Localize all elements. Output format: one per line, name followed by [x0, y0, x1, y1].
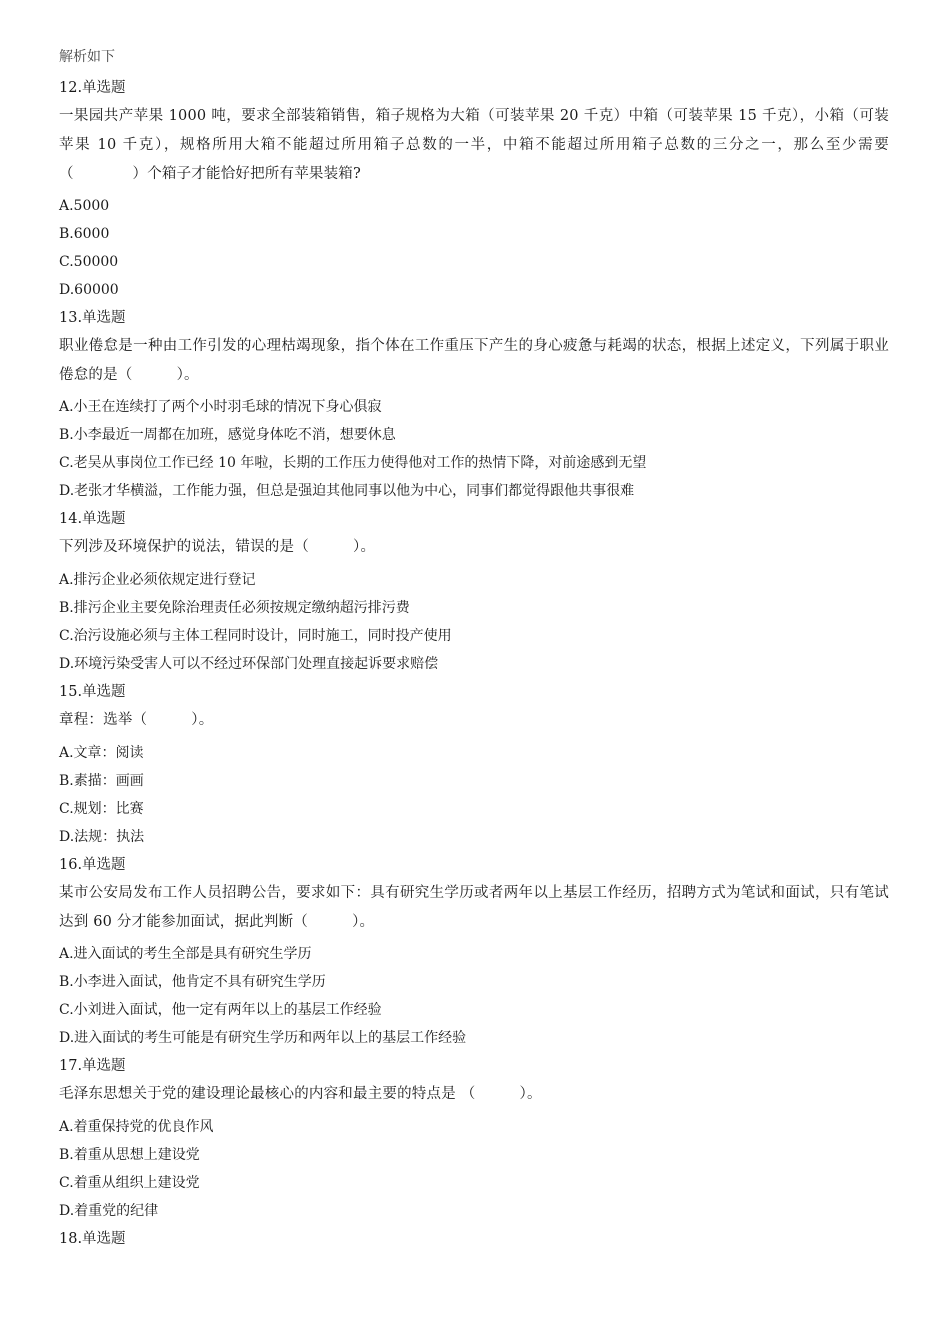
option-c: C.规划：比赛 [59, 801, 144, 817]
option-d: D.法规：执法 [59, 829, 145, 845]
question-stem: 下列涉及环境保护的说法，错误的是（ ）。 [59, 539, 376, 555]
question-stem: 毛泽东思想关于党的建设理论最核心的内容和最主要的特点是 （ ）。 [59, 1086, 542, 1102]
option-d: D.环境污染受害人可以不经过环保部门处理直接起诉要求赔偿 [59, 656, 439, 672]
question-17 [59, 1052, 889, 1225]
question-header: 14.单选题 [59, 511, 126, 527]
option-a: A.小王在连续打了两个小时羽毛球的情况下身心俱寂 [59, 399, 382, 415]
cut-off-text-line: 解析如下 [59, 49, 115, 65]
question-header: 18.单选题 [59, 1231, 126, 1247]
option-b: B.着重从思想上建设党 [59, 1147, 200, 1163]
option-d: D.60000 [59, 282, 119, 298]
question-header: 16.单选题 [59, 857, 126, 873]
question-13 [59, 304, 889, 505]
question-header: 12.单选题 [59, 80, 126, 96]
question-18 [59, 1225, 889, 1253]
option-b: B.排污企业主要免除治理责任必须按规定缴纳超污排污费 [59, 600, 410, 616]
document-page [59, 49, 889, 1253]
option-c: C.老吴从事岗位工作已经 10 年啦，长期的工作压力使得他对工作的热情下降，对前途感到无望 [59, 455, 647, 471]
option-b: B.6000 [59, 226, 110, 242]
question-stem: 职业倦怠是一种由工作引发的心理枯竭现象，指个体在工作重压下产生的身心疲惫与耗竭的状态，根据上述定义，下列属于职业倦怠的是（ ）。 [59, 338, 889, 383]
option-c: C.50000 [59, 254, 119, 270]
option-c: C.小刘进入面试，他一定有两年以上的基层工作经验 [59, 1002, 382, 1018]
question-header: 13.单选题 [59, 310, 126, 326]
question-16 [59, 851, 889, 1052]
option-a: A.5000 [59, 198, 110, 214]
question-stem: 章程：选举（ ）。 [59, 712, 214, 728]
question-header: 17.单选题 [59, 1058, 126, 1074]
option-c: C.着重从组织上建设党 [59, 1175, 200, 1191]
option-a: A.进入面试的考生全部是具有研究生学历 [59, 946, 312, 962]
question-14 [59, 505, 889, 678]
option-a: A.文章：阅读 [59, 745, 144, 761]
option-b: B.小李最近一周都在加班，感觉身体吃不消，想要休息 [59, 427, 396, 443]
option-c: C.治污设施必须与主体工程同时设计，同时施工，同时投产使用 [59, 628, 452, 644]
option-d: D.着重党的纪律 [59, 1203, 159, 1219]
question-stem: 一果园共产苹果 1000 吨，要求全部装箱销售，箱子规格为大箱（可装苹果 20 千克）中箱（可装苹果 15 千克），小箱（可装苹果 10 千克），规格所用大箱不能超过所用箱子总数的一半，中箱不能超过所用箱子总数的三分之一，那么至少需要（ ）个箱子才能恰好把所有苹果装箱? [59, 108, 889, 182]
option-d: D.老张才华横溢，工作能力强，但总是强迫其他同事以他为中心，同事们都觉得跟他共事很难 [59, 483, 635, 499]
option-b: B.素描：画画 [59, 773, 144, 789]
option-d: D.进入面试的考生可能是有研究生学历和两年以上的基层工作经验 [59, 1030, 467, 1046]
question-header: 15.单选题 [59, 684, 126, 700]
option-b: B.小李进入面试，他肯定不具有研究生学历 [59, 974, 326, 990]
option-a: A.着重保持党的优良作风 [59, 1119, 214, 1135]
option-a: A.排污企业必须依规定进行登记 [59, 572, 256, 588]
question-stem: 某市公安局发布工作人员招聘公告，要求如下：具有研究生学历或者两年以上基层工作经历，招聘方式为笔试和面试，只有笔试达到 60 分才能参加面试，据此判断（ ）。 [59, 885, 889, 930]
question-12 [59, 74, 889, 304]
question-15 [59, 678, 889, 851]
